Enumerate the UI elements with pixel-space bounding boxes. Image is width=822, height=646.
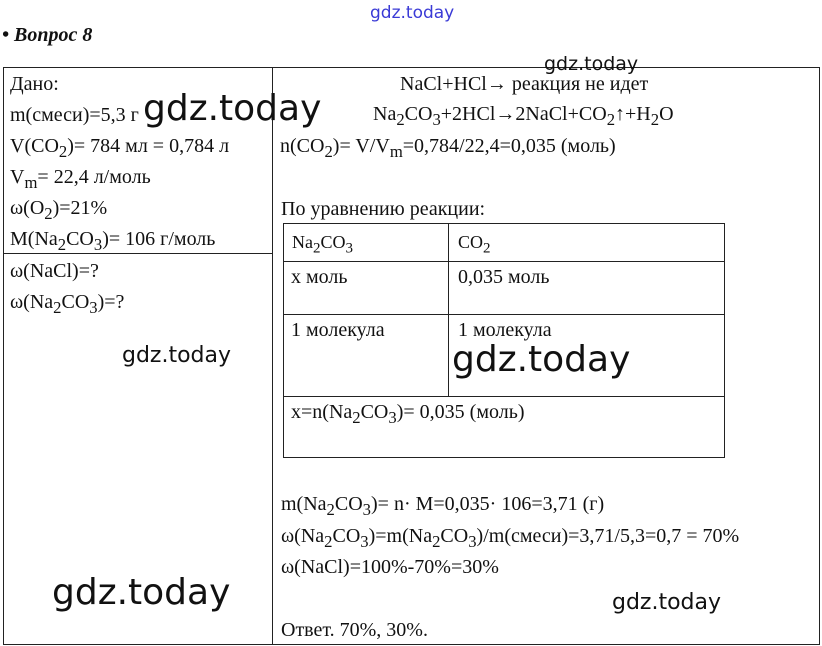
table-header-na2co3: $Na_2CO_3$ — [292, 232, 354, 257]
reaction-1: NaCl+HCl→ реакция не идет — [400, 73, 649, 95]
given-oxygen: $\omega(O_2)=21\%$ — [10, 197, 108, 223]
moles-co2: $n(CO_2)= V/V_m=0,784/22,4=0,035$ (моль) — [280, 135, 616, 161]
watermark-right-top: gdz.today — [544, 53, 639, 75]
calc-fraction-na2co3: $\omega(Na_2CO_3)=m(Na_2CO_3)/m(смеси)=3,71/5,3=0,7 = 70\%$ — [281, 525, 740, 551]
calc-mass: $m(Na_2CO_3)= n\cdot M=0,035\cdot 106=3,71$ (г) — [281, 493, 605, 519]
given-molar-mass: $M(Na_2CO_3)= 106$ г/моль — [10, 228, 216, 254]
frame-divider — [272, 67, 273, 645]
table-cell-x-mol: x моль — [291, 266, 348, 288]
answer: Ответ. 70%, 30%. — [281, 619, 428, 641]
given-mass: m(смеси)=5,3 г — [10, 104, 139, 126]
given-molar-volume: $V_m= 22,4$ л/моль — [10, 166, 151, 192]
watermark-bottom-left: gdz.today — [52, 572, 231, 613]
question-title: • Вопрос 8 — [2, 24, 93, 46]
watermark-center-large: gdz.today — [452, 339, 631, 380]
watermark-top: gdz.today — [370, 3, 455, 23]
watermark-left-large: gdz.today — [143, 88, 322, 129]
by-equation-label: По уравнению реакции: — [281, 198, 486, 220]
table-result: $x=n(Na_2CO_3)= 0,035$ (моль) — [291, 401, 525, 427]
table-row-divider-2 — [283, 314, 725, 315]
calc-fraction-nacl: ω(NaCl)=100%-70%=30% — [281, 556, 499, 578]
given-volume: $V(CO_2)= 784$ мл = 0,784 л — [10, 135, 230, 161]
find-nacl: ω(NaCl)=? — [10, 260, 99, 282]
find-na2co3: $\omega(Na_2CO_3)=$? — [10, 291, 125, 317]
table-cell-molecule-2: 1 молекула — [458, 319, 552, 341]
given-label: Дано: — [10, 73, 59, 95]
watermark-bottom-right: gdz.today — [612, 590, 722, 615]
reaction-2: $Na_2CO_3+2HCl\to 2NaCl+CO_2↑+H_2O$ — [373, 103, 674, 129]
table-cell-co2-mol: 0,035 моль — [458, 266, 550, 288]
watermark-left-mid: gdz.today — [122, 343, 232, 368]
table-row-divider-1 — [283, 261, 725, 262]
table-row-divider-3 — [283, 396, 725, 397]
table-cell-molecule-1: 1 молекула — [291, 319, 385, 341]
table-col-divider — [448, 223, 449, 397]
table-header-co2: $CO_2$ — [458, 232, 491, 257]
